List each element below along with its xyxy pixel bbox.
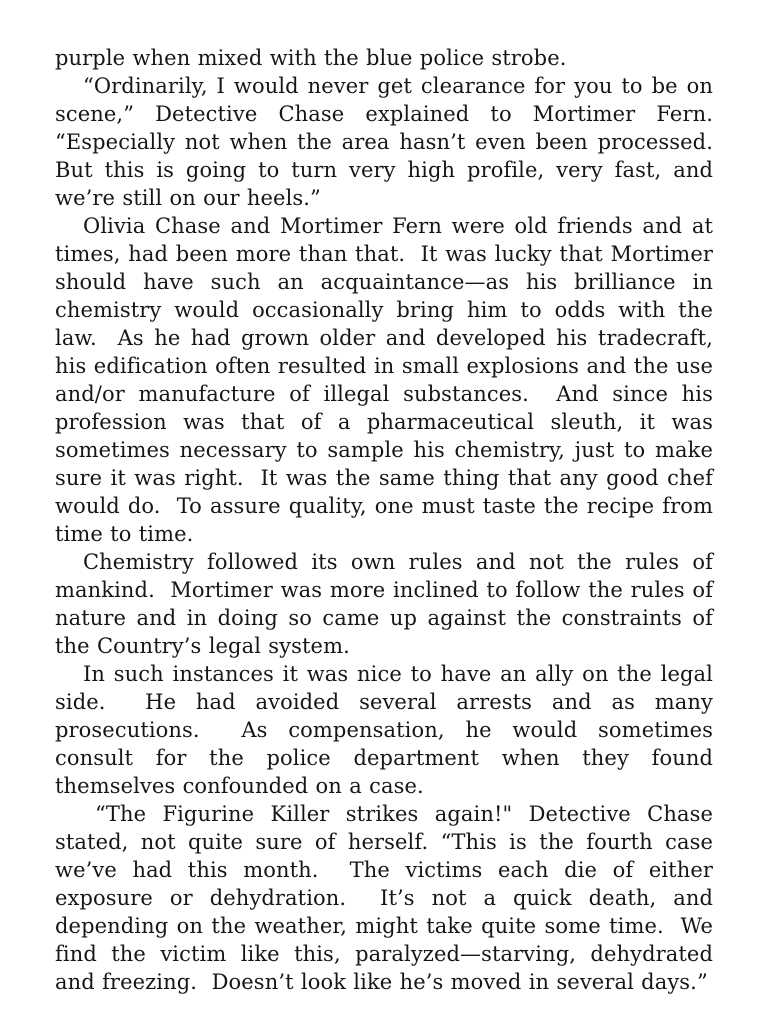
paragraph-figurine-killer: “The Figurine Killer strikes again!" Detective Chase stated, not quite sure of herself. “This is the fourth case we’ve had this month. The victims each die of either exposure or dehydration. It’s not a quick death, and depending on the weather, might take quite some time. We find the victim like this, paralyzed—starving, dehydrated and freezing. Doesn’t look like he’s moved in several days.” bbox=[55, 802, 713, 994]
paragraph-olivia-and-mortimer: Olivia Chase and Mortimer Fern were old friends and at times, had been more than that. It was lucky that Mortimer should have such an acquaintance—as his brilliance in chemistry would occasionally bring him to odds with the law. As he had grown older and developed his tradecraft, his edification often resulted in small explosions and the use and/or manufacture of illegal substances. And since his profession was that of a pharmaceutical sleuth, it was sometimes necessary to sample his chemistry, just to make sure it was right. It was the same thing that any good chef would do. To assure quality, one must taste the recipe from time to time. bbox=[55, 214, 713, 546]
paragraph-dialogue-ordinarily: “Ordinarily, I would never get clearance for you to be on scene,” Detective Chase explained to Mortimer Fern. “Especially not when the area hasn’t even been processed. But this is going to turn very high profile, very fast, and we’re still on our heels.” bbox=[55, 74, 713, 210]
paragraph-chemistry-rules: Chemistry followed its own rules and not the rules of mankind. Mortimer was more inclined to follow the rules of nature and in doing so came up against the constraints of the Country’s legal system. bbox=[55, 550, 713, 658]
paragraph-continuation: purple when mixed with the blue police strobe. bbox=[55, 46, 567, 70]
paragraph-legal-ally: In such instances it was nice to have an ally on the legal side. He had avoided several arrests and as many prosecutions. As compensation, he would sometimes consult for the police department when they found themselves confounded on a case. bbox=[55, 662, 713, 798]
